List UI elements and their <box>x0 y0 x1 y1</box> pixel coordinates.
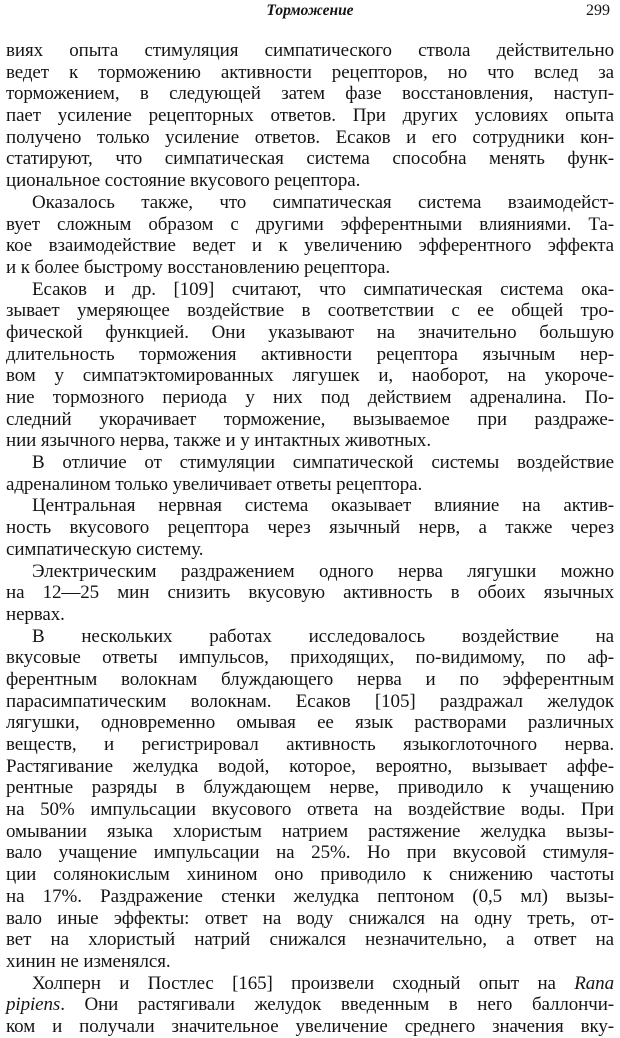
paragraph-first-line <box>6 973 614 995</box>
text-line: Растягивание желудка водой, которое, вероятно, вызывает аффе- <box>6 755 614 777</box>
text-line: ведет к торможению активности рецепторов, но что вслед за <box>6 61 614 83</box>
text-line: на 50% импульсации вкусового ответа на воздействие воды. При <box>6 799 614 821</box>
text-line: торможением, в следующей затем фазе восстановления, наступ- <box>6 83 614 105</box>
text-line: ферентным волокнам блуждающего нерва и по эфферентным <box>6 668 614 690</box>
text-line: симпатическую систему. <box>6 538 204 560</box>
text-line: вало иные эффекты: ответ на воду снижался на одну треть, от- <box>6 907 614 929</box>
line-text: . Они растягивали желудок введенным в него баллончи- <box>60 994 614 1016</box>
text-line: на 12—25 мин снизить вкусовую активность в обоих язычных <box>6 582 614 604</box>
paragraph-first-line: Центральная нервная система оказывает влияние на актив- <box>32 495 614 517</box>
text-line: вкусовые ответы импульсов, приходящих, по-видимому, по аф- <box>6 647 614 669</box>
text-line: парасимпатическим волокнам. Есаков [105] раздражал желудок <box>6 690 614 712</box>
text-line: вом у симпатэктомированных лягушек и, наоборот, на укороче- <box>6 365 614 387</box>
text-line: виях опыта стимуляция симпатического ствола действительно <box>6 40 614 61</box>
text-line: длительность торможения активности рецептора язычным нер- <box>6 343 614 365</box>
running-head <box>0 2 620 24</box>
text-line: хинин не изменялся. <box>6 950 171 972</box>
line-text: Холперн и Постлес [165] произвели сходный опыт на <box>32 972 575 994</box>
text-line: омывании языка хлористым натрием растяжение желудка вызы- <box>6 820 614 842</box>
text-line: на 17%. Раздражение стенки желудка пептоном (0,5 мл) вызы- <box>6 885 614 907</box>
text-line: ние тормозного периода у них под действием адреналина. По- <box>6 387 614 408</box>
body-text <box>6 40 614 1038</box>
text-line: адреналином только увеличивает ответы рецептора. <box>6 473 423 495</box>
text-line: ком и получали значительное увеличение среднего значения вку- <box>6 1015 614 1037</box>
text-line: вует сложным образом с другими эфферентными влияниями. Та- <box>6 213 614 235</box>
text-line: вет на хлористый натрий снижался незначительно, а ответ на <box>6 929 614 951</box>
page-number: 299 <box>586 2 610 19</box>
text-line: ции солянокислым хинином оно приводило к снижению частоты <box>6 864 614 886</box>
text-line: ность вкусового рецептора через язычный нерв, а также через <box>6 517 614 539</box>
text-line: нии язычного нерва, также и у интактных животных. <box>6 430 431 452</box>
paragraph-first-line: Есаков и др. [109] считают, что симпатическая система ока- <box>32 278 614 300</box>
text-line: нервах. <box>6 603 65 625</box>
text-line: лягушки, одновременно омывая ее язык растворами различных <box>6 712 614 734</box>
italic-genus: Rana <box>574 972 614 994</box>
text-line: фической функцией. Они указывают на значительно большую <box>6 321 614 343</box>
text-line: рентные разряды в блуждающем нерве, приводило к учащению <box>6 777 614 799</box>
text-line: и к более быстрому восстановлению рецептора. <box>6 256 390 278</box>
text-line: кое взаимодействие ведет и к увеличению эфферентного эффекта <box>6 235 614 257</box>
paragraph-first-line: Электрическим раздражением одного нерва лягушки можно <box>32 560 614 582</box>
text-line: получено только усиление ответов. Есаков и его сотрудники кон- <box>6 126 614 148</box>
text-line: следний укорачивает торможение, вызываемое при раздраже- <box>6 408 614 430</box>
text-line: статируют, что симпатическая система способна менять функ- <box>6 148 614 170</box>
paragraph-first-line: В отличие от стимуляции симпатической системы воздействие <box>32 452 614 474</box>
text-line: зывает умеряющее воздействие в соответствии с ее общей тро- <box>6 300 614 322</box>
paragraph-first-line: Оказалось также, что симпатическая система взаимодейст- <box>32 191 614 213</box>
running-title: Торможение <box>266 2 354 19</box>
paragraph-first-line: В нескольких работах исследовалось воздействие на <box>32 625 614 647</box>
text-line <box>6 994 614 1016</box>
text-line: циональное состояние вкусового рецептора. <box>6 170 361 192</box>
text-line: вало учащение импульсации на 25%. Но при вкусовой стимуля- <box>6 842 614 864</box>
text-line: пает усиление рецепторных ответов. При других условиях опыта <box>6 105 614 127</box>
text-line: веществ, и регистрировал активность языкоглоточного нерва. <box>6 734 614 755</box>
italic-species: pipiens <box>6 994 61 1016</box>
